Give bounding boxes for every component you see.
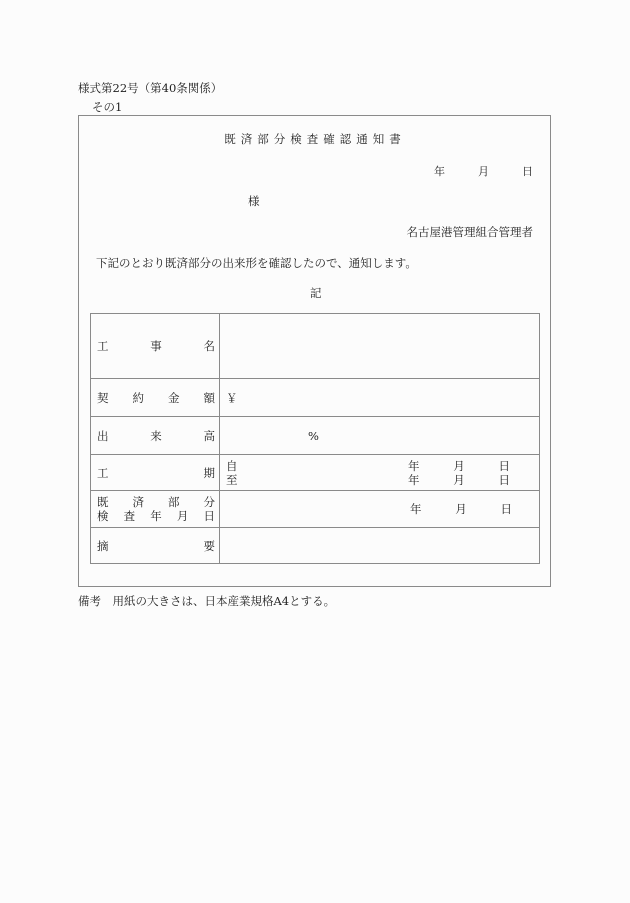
inspection-table <box>90 313 540 564</box>
label-char: 高 <box>203 428 215 443</box>
issue-date <box>434 163 533 179</box>
label-char: 出 <box>97 428 109 443</box>
date-day: 日 <box>500 502 512 516</box>
label-remarks <box>91 528 220 564</box>
date-month: 月 <box>455 502 467 516</box>
issuer-name: 名古屋港管理組合管理者 <box>406 225 533 239</box>
date-year: 年 <box>408 459 420 473</box>
inspection-date-field[interactable] <box>220 491 540 528</box>
label-progress <box>91 417 220 455</box>
table-row-remarks <box>91 528 540 564</box>
label-contract-amount <box>91 379 220 417</box>
percent-sign: % <box>308 428 319 443</box>
table-row-construction-period <box>91 455 540 491</box>
label-inspection-date <box>91 491 220 528</box>
label-char: 契 <box>97 390 109 405</box>
label-char: 要 <box>203 538 215 553</box>
to-label: 至 <box>226 473 238 487</box>
to-date <box>408 472 510 488</box>
date-year: 年 <box>434 165 445 178</box>
form-sub-number: その1 <box>92 100 123 114</box>
label-char: 月 <box>176 509 189 523</box>
table-row-inspection-date <box>91 491 540 528</box>
label-char: 既 <box>97 495 109 509</box>
label-char: 査 <box>123 509 136 523</box>
body-text: 下記のとおり既済部分の出来形を確認したので、通知します。 <box>96 256 417 270</box>
document-title: 既済部分検査確認通知書 <box>224 132 406 146</box>
label-char: 名 <box>203 339 215 353</box>
label-char: 期 <box>203 465 215 480</box>
inspection-date <box>410 501 512 517</box>
label-char: 額 <box>203 390 215 405</box>
date-year: 年 <box>408 473 420 487</box>
label-construction-period <box>91 455 220 491</box>
label-char: 約 <box>132 390 144 405</box>
label-char: 摘 <box>97 538 109 553</box>
date-year: 年 <box>410 502 422 516</box>
label-char: 済 <box>132 495 144 509</box>
label-char: 日 <box>203 509 215 523</box>
label-char: 年 <box>150 509 162 523</box>
label-char: 部 <box>168 495 180 509</box>
label-char: 金 <box>168 390 180 405</box>
contract-amount-field[interactable]: ￥ <box>220 379 540 417</box>
addressee-suffix: 様 <box>248 194 260 208</box>
date-day: 日 <box>498 473 510 487</box>
footer-note: 備考 用紙の大きさは、日本産業規格A4とする。 <box>78 594 336 608</box>
project-name-field[interactable] <box>220 314 540 379</box>
date-month: 月 <box>453 459 465 473</box>
date-month: 月 <box>453 473 465 487</box>
table-row-progress <box>91 417 540 455</box>
ki-heading: 記 <box>310 286 322 300</box>
remarks-field[interactable] <box>220 528 540 564</box>
date-day: 日 <box>498 459 510 473</box>
form-number: 様式第22号（第40条関係） <box>78 81 223 95</box>
label-char: 工 <box>97 465 109 480</box>
label-char: 検 <box>97 509 109 523</box>
label-char: 来 <box>150 428 162 443</box>
label-char: 事 <box>150 339 162 353</box>
label-project-name <box>91 314 220 379</box>
label-char: 分 <box>203 495 215 509</box>
table-row-project-name <box>91 314 540 379</box>
construction-period-field[interactable] <box>220 455 540 491</box>
date-day: 日 <box>522 165 533 178</box>
date-month: 月 <box>478 165 489 178</box>
progress-field[interactable] <box>220 417 540 455</box>
label-char: 工 <box>97 339 109 353</box>
from-label: 自 <box>226 459 238 473</box>
table-row-contract-amount <box>91 379 540 417</box>
